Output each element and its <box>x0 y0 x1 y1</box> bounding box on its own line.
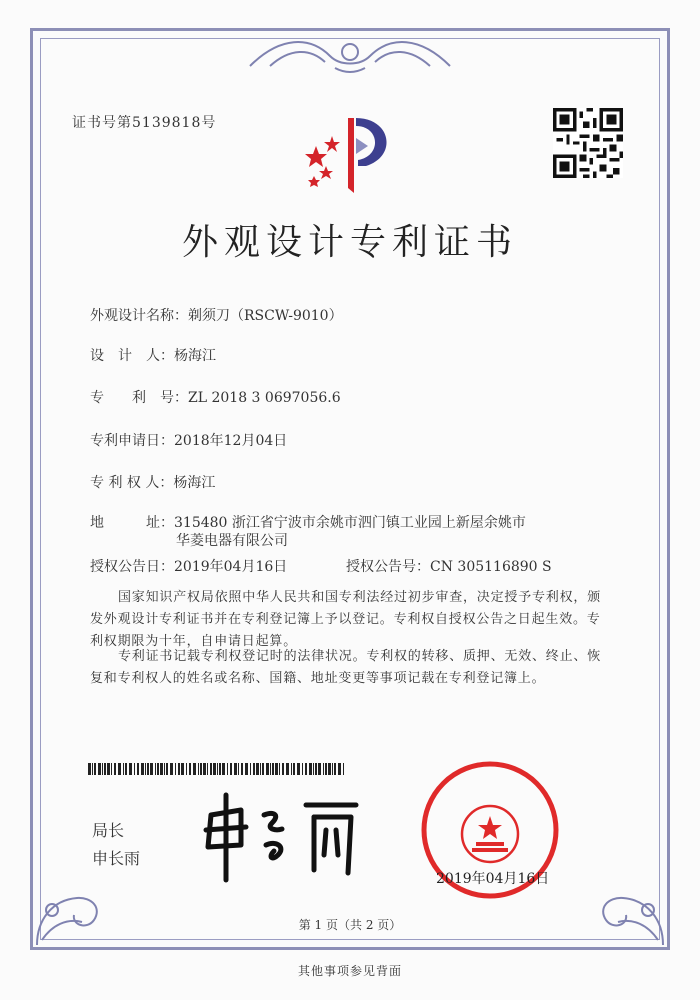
corner-ornament-bottom-right <box>588 880 668 950</box>
grant-date-label: 授权公告日： <box>90 559 174 575</box>
seal-date: 2019年04月16日 <box>436 871 550 887</box>
director-name: 申长雨 <box>92 849 141 868</box>
designer-value: 杨海江 <box>174 348 216 364</box>
patentee-label: 专 利 权 人： <box>90 475 174 491</box>
patent-number-row <box>90 387 341 407</box>
qr-code <box>553 108 623 178</box>
patent-number-value: ZL 2018 3 0697056.6 <box>188 390 341 406</box>
handwritten-signature <box>196 785 366 885</box>
legal-status-paragraph: 专利证书记载专利权登记时的法律状况。专利权的转移、质押、无效、终止、恢复和专利权人的姓名或名称、国籍、地址变更等事项记载在专利登记簿上。 <box>90 649 602 686</box>
design-name-label: 外观设计名称： <box>90 308 188 324</box>
grant-number-row <box>346 556 552 576</box>
design-name-row <box>90 305 343 325</box>
grant-statement-paragraph: 国家知识产权局依照中华人民共和国专利法经过初步审查，决定授予专利权，颁发外观设计专利证书并在专利登记簿上予以登记。专利权自授权公告之日起生效。专利权期限为十年，自申请日起算。 <box>90 590 602 649</box>
footer-note: 其他事项参见背面 <box>297 964 402 978</box>
director-title: 局长 <box>92 821 125 840</box>
barcode <box>88 763 346 775</box>
patent-number-label: 专 利 号： <box>90 390 188 406</box>
patentee-value: 杨海江 <box>173 475 216 491</box>
filing-date-label: 专利申请日： <box>90 433 174 449</box>
certificate-number: 证书号第5139818号 <box>72 115 217 131</box>
grant-date-row <box>90 556 287 576</box>
top-ornament <box>240 36 460 76</box>
address-line-1: 315480 浙江省宁波市余姚市泗门镇工业园上新屋余姚市 <box>174 515 526 531</box>
filing-date-row <box>90 430 287 450</box>
certificate-title: 外观设计专利证书 <box>181 222 518 263</box>
designer-row <box>90 345 216 365</box>
address-line-2: 华菱电器有限公司 <box>176 533 288 549</box>
page-number: 第 1 页（共 2 页） <box>298 918 402 932</box>
patent-office-logo <box>296 108 406 198</box>
grant-date-value: 2019年04月16日 <box>174 559 288 575</box>
corner-ornament-bottom-left <box>32 880 112 950</box>
address-row <box>90 512 526 532</box>
grant-number-value: CN 305116890 S <box>430 559 552 575</box>
address-label: 地 址： <box>90 515 174 531</box>
design-name-value: 剃须刀（RSCW-9010） <box>188 308 343 324</box>
patentee-row <box>90 472 215 492</box>
grant-number-label: 授权公告号： <box>346 559 430 575</box>
filing-date-value: 2018年12月04日 <box>174 433 288 449</box>
designer-label: 设 计 人： <box>90 348 174 364</box>
